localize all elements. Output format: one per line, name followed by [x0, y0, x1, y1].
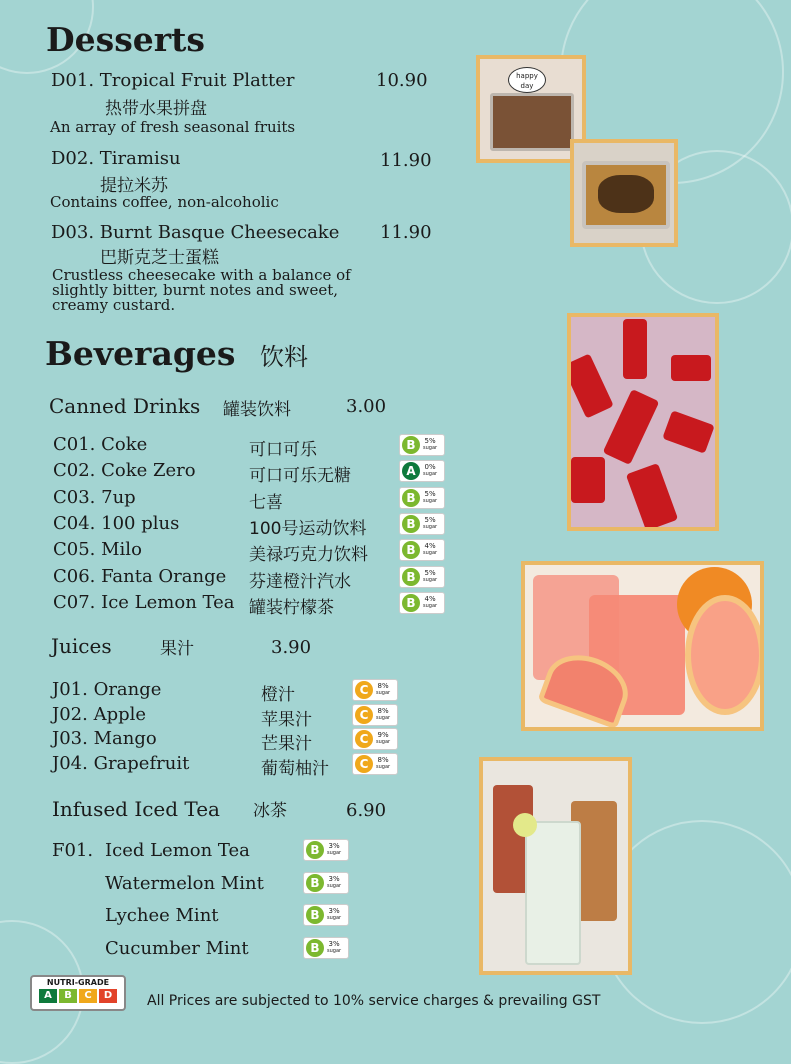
drink-name-zh: 芬達橙汁汽水: [249, 571, 351, 592]
sugar-percent: 3% sugar: [327, 874, 342, 889]
sugar-percent: 3% sugar: [327, 842, 342, 856]
dessert-description: An array of fresh seasonal fruits: [50, 118, 296, 136]
dessert-name-zh: 巴斯克芝士蛋糕: [100, 248, 219, 268]
can: [662, 410, 715, 454]
nutrigrade-badge: [303, 937, 349, 959]
grade-b-icon: B: [306, 906, 324, 924]
iced-tea-code: F01.: [52, 840, 94, 861]
coke-cans-photo: [567, 313, 719, 531]
grade-c-icon: C: [355, 755, 373, 773]
grade-b-icon: B: [402, 489, 420, 507]
grade-c-icon: C: [79, 989, 97, 1003]
drink-name: C03. 7up: [53, 486, 136, 508]
drink-name: C06. Fanta Orange: [53, 565, 227, 587]
sugar-label: sugar: [423, 602, 438, 609]
sugar-percent: 5% sugar: [423, 437, 438, 451]
grade-a-icon: A: [402, 462, 420, 480]
tea-name: Cucumber Mint: [105, 938, 249, 960]
lemon-slice: [513, 813, 537, 837]
dessert-description: Crustless cheesecake with a balance of slightly bitter, burnt notes and sweet, creamy custard.: [52, 266, 351, 314]
sugar-label: sugar: [376, 763, 391, 770]
sugar-percent: 4% sugar: [423, 594, 438, 609]
dessert-price: 11.90: [380, 222, 432, 243]
can: [626, 463, 678, 531]
grade-c-icon: C: [355, 681, 373, 699]
juice-name-zh: 葡萄柚汁: [261, 758, 329, 779]
desserts-heading: Desserts: [46, 20, 205, 59]
sugar-label: sugar: [376, 690, 391, 696]
nutrigrade-badge: [399, 487, 445, 509]
grapefruit-juice-photo: [521, 561, 764, 731]
tea-name: Watermelon Mint: [105, 872, 264, 894]
grade-c-icon: C: [355, 730, 373, 748]
nutrigrade-badge: [399, 460, 445, 482]
grade-b-icon: B: [306, 841, 324, 859]
nutrigrade-badge: [399, 592, 445, 614]
nutrigrade-badge: [352, 728, 398, 750]
dessert-price: 10.90: [376, 70, 428, 91]
grade-b-icon: B: [402, 436, 420, 454]
sugar-label: sugar: [327, 915, 342, 922]
juices-price: 3.90: [271, 637, 312, 658]
juice-name-zh: 芒果汁: [261, 734, 312, 754]
tea-name: Iced Lemon Tea: [105, 840, 250, 861]
sugar-percent: 5% sugar: [423, 568, 438, 583]
cheesecake-photo: [570, 139, 678, 247]
nutrigrade-logo: [30, 975, 126, 1011]
iced-tea-heading: Infused Iced Tea: [52, 797, 220, 821]
glass: [525, 821, 581, 965]
nutrigrade-badge: [352, 704, 398, 726]
dessert-price: 11.90: [380, 150, 432, 171]
juice-name: J04. Grapefruit: [52, 752, 190, 774]
sugar-percent: 0% sugar: [423, 463, 438, 478]
sugar-label: sugar: [376, 739, 391, 745]
dessert-name-zh: 热带水果拼盘: [105, 99, 207, 119]
dessert-name: D02. Tiramisu: [51, 148, 181, 169]
canned-drinks-heading-zh: 罐装饮料: [223, 400, 291, 420]
grade-b-icon: B: [306, 939, 324, 957]
beverages-heading: Beverages: [45, 334, 236, 373]
tea-name: Lychee Mint: [105, 905, 219, 927]
can: [567, 353, 614, 418]
drink-name: C04. 100 plus: [53, 512, 180, 534]
juice-name: J03. Mango: [52, 728, 157, 749]
drink-name-zh: 美禄巧克力饮料: [249, 545, 368, 566]
sugar-percent: 5% sugar: [423, 515, 438, 530]
sugar-label: sugar: [423, 471, 438, 478]
juices-heading-zh: 果汁: [160, 639, 194, 659]
sugar-percent: 5% sugar: [423, 489, 438, 504]
juice-name: J02. Apple: [52, 703, 147, 725]
drink-name: C02. Coke Zero: [53, 460, 196, 482]
drink-name-zh: 七喜: [249, 492, 283, 513]
drink-name: C01. Coke: [53, 434, 148, 455]
sugar-percent: 3% sugar: [327, 940, 342, 955]
grade-b-icon: B: [59, 989, 77, 1003]
dessert-name: D01. Tropical Fruit Platter: [51, 70, 295, 91]
nutrigrade-badge: [303, 839, 349, 861]
iced-tea-photo: [479, 757, 632, 975]
grapefruit-half: [685, 595, 764, 715]
sugar-label: sugar: [423, 445, 438, 451]
can: [571, 457, 605, 503]
juice-name-zh: 苹果汁: [261, 709, 312, 730]
juice-name: J01. Orange: [52, 679, 162, 700]
canned-drinks-price: 3.00: [346, 396, 387, 417]
sugar-percent: 3% sugar: [327, 907, 342, 922]
grade-b-icon: B: [402, 541, 420, 559]
sugar-label: sugar: [376, 714, 391, 721]
canned-drinks-heading: Canned Drinks: [49, 394, 201, 418]
drink-name: C05. Milo: [53, 539, 142, 561]
footer-note: All Prices are subjected to 10% service charges & prevailing GST: [147, 993, 601, 1009]
sugar-label: sugar: [423, 523, 438, 530]
nutrigrade-badge: [352, 753, 398, 775]
iced-tea-heading-zh: 冰茶: [253, 801, 287, 821]
nutrigrade-title: NUTRI-GRADE: [46, 978, 110, 987]
sugar-percent: 8% sugar: [376, 706, 391, 721]
grade-a-icon: A: [39, 989, 57, 1003]
sugar-label: sugar: [423, 576, 438, 583]
drink-name-zh: 可口可乐: [249, 440, 317, 460]
iced-tea-price: 6.90: [346, 800, 387, 821]
nutrigrade-scale: [32, 989, 124, 1003]
dessert-name-zh: 提拉米苏: [100, 176, 168, 196]
nutrigrade-badge: [399, 434, 445, 456]
grade-d-icon: D: [99, 989, 117, 1003]
can: [623, 319, 647, 379]
sugar-percent: 9% sugar: [376, 731, 391, 745]
sugar-label: sugar: [423, 550, 438, 557]
nutrigrade-badge: [352, 679, 398, 701]
grade-b-icon: B: [402, 568, 420, 586]
grade-b-icon: B: [306, 874, 324, 892]
grade-b-icon: B: [402, 515, 420, 533]
nutrigrade-badge: [303, 904, 349, 926]
sugar-label: sugar: [327, 850, 342, 856]
grade-b-icon: B: [402, 594, 420, 612]
beverages-heading-zh: 饮料: [260, 343, 308, 371]
cake-topper: happy day: [508, 67, 546, 93]
sugar-label: sugar: [327, 882, 342, 889]
juices-heading: Juices: [51, 634, 112, 658]
dessert-name: D03. Burnt Basque Cheesecake: [51, 222, 340, 243]
drink-name-zh: 罐装柠檬茶: [249, 597, 334, 618]
tiramisu-tray: [490, 93, 574, 151]
nutrigrade-badge: [399, 566, 445, 588]
sugar-percent: 4% sugar: [423, 542, 438, 557]
grade-c-icon: C: [355, 706, 373, 724]
dessert-description: Contains coffee, non-alcoholic: [50, 193, 279, 211]
nutrigrade-badge: [303, 872, 349, 894]
can: [671, 355, 711, 381]
sugar-percent: 8% sugar: [376, 682, 391, 696]
burnt-top: [598, 175, 654, 213]
sugar-label: sugar: [327, 948, 342, 955]
nutrigrade-badge: [399, 539, 445, 561]
sugar-label: sugar: [423, 497, 438, 504]
drink-name-zh: 可口可乐无糖: [249, 466, 351, 487]
nutrigrade-badge: [399, 513, 445, 535]
drink-name-zh: 100号运动饮料: [249, 518, 367, 539]
drink-name: C07. Ice Lemon Tea: [53, 591, 235, 613]
juice-name-zh: 橙汁: [261, 685, 295, 705]
sugar-percent: 8% sugar: [376, 755, 391, 770]
